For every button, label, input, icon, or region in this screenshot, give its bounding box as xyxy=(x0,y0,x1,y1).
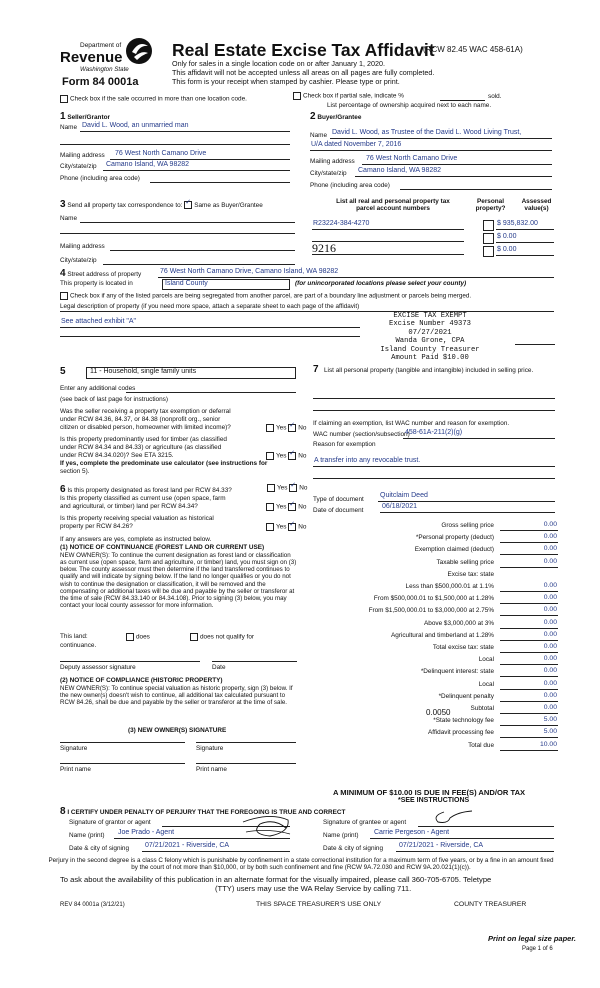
seller-city[interactable]: Camano Island, WA 98282 xyxy=(106,161,190,168)
tax-row-label: Subtotal xyxy=(470,705,494,712)
tax-row-label: Excise tax: state xyxy=(447,571,494,578)
q-timber-answer[interactable]: Yes ✓ No xyxy=(266,452,306,460)
does-not-option[interactable]: does not qualify for xyxy=(190,633,254,641)
minimum-due-note: A MINIMUM OF $10.00 IS DUE IN FEE(S) AND/OR TAX xyxy=(333,788,526,797)
grantee-name[interactable]: Carrie Pergeson - Agent xyxy=(374,829,450,836)
deputy-date-field[interactable] xyxy=(212,661,297,662)
tax-row-field[interactable] xyxy=(500,737,558,738)
ownership-note: List percentage of ownership acquired next to each name. xyxy=(327,102,492,109)
doc-date-label: Date of document xyxy=(313,507,364,514)
seller-phone-field[interactable] xyxy=(150,182,290,183)
doc-type-line xyxy=(378,501,555,502)
q-forest: 6 Is this property designated as forest land per RCW 84.33? xyxy=(60,484,232,495)
handwritten-note: 9216 xyxy=(312,241,336,255)
tax-row-amount: 0.00 xyxy=(543,655,557,662)
stamp-line-3: 07/27/2021 xyxy=(408,328,452,337)
tax-row-amount: 0.00 xyxy=(543,643,557,650)
seller-city-line xyxy=(103,170,290,171)
forest-yes-checkbox[interactable] xyxy=(267,484,275,492)
legal-description-label: Legal description of property (if you need more space, attach a separate sheet to each page of the affidavit) xyxy=(60,303,360,310)
section3-heading: 3 Send all property tax correspondence to: ✓ Same as Buyer/Grantee xyxy=(60,199,263,210)
dor-emblem-icon xyxy=(124,36,154,66)
grantee-name-label: Name (print) xyxy=(323,832,359,839)
buyer-name-2[interactable]: U/A dated November 7, 2016 xyxy=(311,141,402,148)
buyer-mail-line xyxy=(362,164,552,165)
current-use-yes-checkbox[interactable] xyxy=(266,503,274,511)
tax-row-amount: 5.00 xyxy=(543,716,557,723)
see-back-note: (see back of last page for instructions) xyxy=(60,396,168,403)
corr-mail-label: Mailing address xyxy=(60,243,105,250)
grantor-name-line xyxy=(114,838,290,839)
street-address[interactable]: 76 West North Camano Drive, Camano Island, WA 98282 xyxy=(160,268,339,275)
tax-row-field[interactable] xyxy=(500,664,558,665)
wac-number[interactable]: 458-61A-211(2)(g) xyxy=(405,429,463,436)
tax-row-field[interactable] xyxy=(500,591,558,592)
tax-row-amount: 0.00 xyxy=(543,631,557,638)
buyer-phone-field[interactable] xyxy=(400,189,552,190)
sold-label: sold. xyxy=(488,93,502,100)
tax-row-field[interactable] xyxy=(500,530,558,531)
assessed-value-2[interactable]: $ 0.00 xyxy=(497,233,517,240)
wac-label: WAC number (section/subsection) xyxy=(313,431,410,438)
tax-row-label: Total due xyxy=(468,742,494,749)
q-historic-1: Is this property receiving special valuation as historical xyxy=(60,515,214,522)
tax-row-label: *Delinquent interest: state xyxy=(420,668,494,675)
legal-description[interactable]: See attached exhibit "A" xyxy=(61,318,137,325)
tax-row-amount: 0.00 xyxy=(543,692,557,699)
segregation-checkbox[interactable] xyxy=(60,292,68,300)
segregation-check[interactable]: Check box if any of the listed parcels are being segregated from another parcel, are part of a boundary line adjustment or parcels being merged. xyxy=(60,292,471,300)
revision-label: REV 84 0001a (3/12/21) xyxy=(60,902,125,908)
grantor-signature-label: Signature of grantor or agent xyxy=(69,819,151,826)
street-address-label: 4 Street address of property xyxy=(60,268,142,279)
grantee-date-line xyxy=(396,851,554,852)
perjury-warning: Perjury in the second degree is a class C felony which is punishable by confinement in a state correctional institution for a maximum term of five years, or by a fine in an amount fixed by the court of not more than $10,000, or by both such confinement and fine (RCW 9A.72.030 and RCW 9A.20.021(1)(c)). xyxy=(48,857,554,872)
q-exemption-1: Was the seller receiving a property tax exemption or deferral xyxy=(60,408,231,415)
seller-mail-label: Mailing address xyxy=(60,152,105,159)
unincorporated-note: (for unincorporated locations please select your county) xyxy=(295,280,467,287)
stamp-line-1: EXCISE TAX EXEMPT xyxy=(393,312,467,320)
q-timber-3: under RCW 84.34.020)? See ETA 3215. xyxy=(60,452,174,459)
stamp-line-4: Wanda Grone, CPA xyxy=(395,337,465,346)
seller-mail[interactable]: 76 West North Camano Drive xyxy=(115,150,207,157)
personal-property-line-2[interactable] xyxy=(313,410,555,411)
additional-codes-field[interactable] xyxy=(126,392,296,393)
legal-line-3 xyxy=(515,344,555,345)
form-number: Form 84 0001a xyxy=(62,76,139,88)
value-line-2 xyxy=(496,242,554,243)
tax-row-label: From $500,000.01 to $1,500,000 at 1.28% xyxy=(373,595,494,602)
owner-print-field-2[interactable] xyxy=(196,763,296,764)
partial-percent-line[interactable] xyxy=(440,100,485,101)
deputy-signature-label: Deputy assessor signature xyxy=(60,664,136,671)
q-exemption-2: under RCW 84.36, 84.37, or 84.38 (nonprofit org., senior xyxy=(60,416,221,423)
seller-phone-label: Phone (including area code) xyxy=(60,175,140,182)
tax-row-field[interactable] xyxy=(500,615,558,616)
historic-yes-checkbox[interactable] xyxy=(266,523,274,531)
tax-row-amount: 0.00 xyxy=(543,594,557,601)
if-yes-note: If any answers are yes, complete as instructed below. xyxy=(60,536,212,543)
tax-row-label: Local xyxy=(478,681,494,688)
grantor-name-label: Name (print) xyxy=(69,832,105,839)
tax-row-label: *Delinquent penalty xyxy=(438,693,494,700)
stamp-line-5: Island County Treasurer xyxy=(380,345,480,354)
seller-mail-line xyxy=(110,159,290,160)
personal-checkbox-1[interactable] xyxy=(483,220,494,231)
multi-location-checkbox[interactable] xyxy=(60,95,68,103)
new-owner-signature-title: (3) NEW OWNER(S) SIGNATURE xyxy=(128,727,227,734)
buyer-city-line xyxy=(355,176,552,177)
tax-row-amount: 0.00 xyxy=(543,619,557,626)
doc-type-label: Type of document xyxy=(313,496,364,503)
tax-row-field[interactable] xyxy=(500,676,558,677)
seller-name-label: Name xyxy=(60,124,78,131)
buyer-heading: 2 Buyer/Grantee xyxy=(310,111,362,122)
legal-line-1 xyxy=(60,327,360,328)
legal-paper-note: Print on legal size paper. xyxy=(488,934,576,943)
tax-row-amount: 0.00 xyxy=(543,545,557,552)
buyer-mail-label: Mailing address xyxy=(310,158,355,165)
street-line xyxy=(158,277,554,278)
does-checkbox[interactable] xyxy=(126,633,134,641)
located-in-label: This property is located in xyxy=(60,280,133,287)
q-historic-2: property per RCW 84.26? xyxy=(60,523,133,530)
personal-header: Personal property? xyxy=(475,198,506,213)
stamp-line-2: Excise Number 49373 xyxy=(389,320,471,329)
legal-line-2 xyxy=(60,336,360,337)
q-current-use-answer[interactable]: Yes ✓ No xyxy=(266,503,306,511)
rcw-reference: (RCW 82.45 WAC 458-61A) xyxy=(423,45,523,54)
tax-row-amount: 0.00 xyxy=(543,582,557,589)
treasurer-stamp xyxy=(345,312,515,363)
q-historic-answer[interactable]: Yes ✓ No xyxy=(266,523,306,531)
buyer-mail[interactable]: 76 West North Camano Drive xyxy=(366,155,458,162)
header-note-2: This affidavit will not be accepted unless all areas on all pages are fully completed. xyxy=(172,68,435,77)
tax-row-field[interactable] xyxy=(500,725,558,726)
tax-row-label: *Personal property (deduct) xyxy=(415,534,494,541)
parcel-line-1 xyxy=(312,229,464,230)
tax-row-amount: 0.00 xyxy=(543,704,557,711)
timber-yes-checkbox[interactable] xyxy=(266,452,274,460)
grantee-date-label: Date & city of signing xyxy=(323,845,384,852)
corr-name-line-2 xyxy=(60,233,295,234)
tax-row-field[interactable] xyxy=(500,750,558,751)
q-forest-answer[interactable]: Yes ✓ No xyxy=(267,484,307,492)
does-not-checkbox[interactable] xyxy=(190,633,198,641)
tax-row-amount: 0.00 xyxy=(543,606,557,613)
historic-body: NEW OWNER(S): To continue special valuation as historic property, sign (3) below. If the new owner(s) doesn't wish to continue, all additional tax calculated pursuant to RCW 84.26, shall be due and payable by the seller or transferor at the time of sale. xyxy=(60,685,293,707)
seller-name-line xyxy=(80,131,290,132)
owner-signature-label-1: Signature xyxy=(60,745,88,752)
claim-exemption-label: If claiming an exemption, list WAC number and reason for exemption. xyxy=(313,420,510,427)
tax-row-field[interactable] xyxy=(500,640,558,641)
seller-name-line-2 xyxy=(60,144,290,145)
tax-row-label: Total excise tax: state xyxy=(432,644,494,651)
buyer-name-line-2 xyxy=(310,150,552,151)
reason-line-1 xyxy=(313,466,555,467)
personal-property-label: List all personal property (tangible and intangible) included in selling price. xyxy=(324,367,534,374)
wac-line xyxy=(403,438,555,439)
tax-row-field[interactable] xyxy=(500,652,558,653)
parcel-header: List all real and personal property tax parcel account numbers xyxy=(336,198,450,213)
grantor-date-label: Date & city of signing xyxy=(69,845,130,852)
tax-row-label: Above $3,000,000 at 3% xyxy=(424,620,494,627)
owner-print-label-2: Print name xyxy=(196,766,227,773)
owner-print-label-1: Print name xyxy=(60,766,91,773)
tax-row-field[interactable] xyxy=(500,567,558,568)
tax-row-field[interactable] xyxy=(500,628,558,629)
doc-date-line xyxy=(380,512,555,513)
tax-row-amount: 0.00 xyxy=(543,667,557,674)
multi-location-check[interactable]: Check box if the sale occurred in more than one location code. xyxy=(60,95,247,103)
parcel-number-1[interactable]: R23224-384-4270 xyxy=(313,220,370,227)
tax-row-field[interactable] xyxy=(500,689,558,690)
historic-title: (2) NOTICE OF COMPLIANCE (HISTORIC PROPERTY) xyxy=(60,677,223,684)
see-instructions-note: *SEE INSTRUCTIONS xyxy=(398,797,470,804)
exemption-reason[interactable]: A transfer into any revocable trust. xyxy=(314,457,421,464)
owner-signature-field-2[interactable] xyxy=(196,742,296,743)
tax-row-label: Agricultural and timberland at 1.28% xyxy=(390,632,494,639)
buyer-phone-label: Phone (including area code) xyxy=(310,182,390,189)
buyer-name-line xyxy=(330,138,552,139)
grantee-signature-label: Signature of grantee or agent xyxy=(323,819,407,826)
same-as-buyer-checkbox[interactable]: ✓ xyxy=(184,201,192,209)
partial-sale-checkbox[interactable] xyxy=(293,92,301,100)
grantee-name-line xyxy=(370,838,554,839)
section5-num: 5 xyxy=(60,366,66,377)
value-line-3 xyxy=(496,255,554,256)
buyer-city-label: City/state/zip xyxy=(310,170,347,177)
continuance-body: NEW OWNER(S): To continue the current designation as forest land or classification as current use (open space, farm and agriculture, or timber) land, you must sign on (3) below. The county assessor must then determine if the land transferred continues to qualify and will indicate by signing below. If the land no longer qualifies or you do not wish to continue the designation or classification, it will be removed and the compensating or additional taxes will be due and payable by the seller or transferor at the time of sale (RCW 84.33.140 or 84.34.108). Prior to signing (3) below, you may contact your local county assessor for more information. xyxy=(60,552,297,609)
reason-line-2 xyxy=(313,478,555,479)
personal-property-line-1[interactable] xyxy=(313,398,555,399)
forest-no-checkbox[interactable]: ✓ xyxy=(289,484,297,492)
page-number: Page 1 of 6 xyxy=(522,946,553,952)
owner-signature-label-2: Signature xyxy=(196,745,224,752)
tax-row-amount: 5.00 xyxy=(543,728,557,735)
assessed-value-3[interactable]: $ 0.00 xyxy=(497,246,517,253)
grantee-signature-scribble-icon xyxy=(430,808,474,828)
grantor-name[interactable]: Joe Prado - Agent xyxy=(118,829,175,836)
header-note-3: This form is your receipt when stamped by cashier. Please type or print. xyxy=(172,77,400,86)
q-exemption-3: citizen or disabled person, homeowner with limited income)? xyxy=(60,424,231,431)
county-treasurer-label: COUNTY TREASURER xyxy=(454,901,527,908)
tax-row-field[interactable] xyxy=(500,603,558,604)
exemption-no-checkbox[interactable]: ✓ xyxy=(288,424,296,432)
exemption-yes-checkbox[interactable] xyxy=(266,424,274,432)
tax-row-label: Less than $500,000.01 at 1.1% xyxy=(405,583,494,590)
land-use-code-select[interactable]: 11 - Household, single family units xyxy=(86,367,296,379)
corr-mail-field[interactable] xyxy=(110,250,295,251)
form-title: Real Estate Excise Tax Affidavit xyxy=(172,40,435,60)
stamp-line-6: Amount Paid $10.00 xyxy=(391,354,469,363)
certify-statement: 8 I CERTIFY UNDER PENALTY OF PERJURY THAT THE FOREGOING IS TRUE AND CORRECT xyxy=(60,806,346,817)
q-exemption-answer[interactable]: Yes ✓ No xyxy=(266,424,306,432)
tax-row-amount: 0.00 xyxy=(543,533,557,540)
tax-row-amount: 0.00 xyxy=(543,558,557,565)
dept-line: Department of xyxy=(80,42,122,49)
corr-city-field[interactable] xyxy=(103,264,295,265)
seller-heading: 1 Seller/Grantor xyxy=(60,111,110,122)
tax-row-amount: 10.00 xyxy=(539,741,557,748)
q-current-use-1: Is this property classified as current use (open space, farm xyxy=(60,495,226,502)
q-timber-5: section 5). xyxy=(60,468,90,475)
timber-no-checkbox[interactable]: ✓ xyxy=(288,452,296,460)
tax-row-label: Gross selling price xyxy=(441,522,494,529)
current-use-no-checkbox[interactable]: ✓ xyxy=(288,503,296,511)
section7-num: 7 xyxy=(313,364,319,375)
does-option[interactable]: does xyxy=(126,633,150,641)
assessed-header: Assessed value(s) xyxy=(521,198,552,213)
alt-format-note-1: To ask about the availability of this publication in an alternate format for the visually impaired, please call 360-705-6705. Teletype xyxy=(60,875,492,884)
this-land-label: This land: xyxy=(60,633,88,640)
county-select[interactable]: Island County xyxy=(162,279,290,290)
deputy-date-label: Date xyxy=(212,664,226,671)
owner-signature-field-1[interactable] xyxy=(60,742,185,743)
additional-codes-label: Enter any additional codes xyxy=(60,385,136,392)
value-line-1 xyxy=(496,229,554,230)
historic-no-checkbox[interactable]: ✓ xyxy=(288,523,296,531)
parcel-line-3[interactable] xyxy=(312,254,464,255)
buyer-name-1[interactable]: David L. Wood, as Trustee of the David L. Wood Living Trust, xyxy=(332,129,522,136)
state-line: Washington State xyxy=(80,66,129,73)
agency-name: Revenue xyxy=(60,49,123,66)
tax-row-field[interactable] xyxy=(500,542,558,543)
corr-city-label: City/state/zip xyxy=(60,257,97,264)
q-timber-2: under RCW 84.34 and 84.33) or agriculture (as classified xyxy=(60,444,222,451)
continuance-title: (1) NOTICE OF CONTINUANCE (FOREST LAND OR CURRENT USE) xyxy=(60,544,265,551)
grantor-date[interactable]: 07/21/2021 - Riverside, CA xyxy=(145,842,230,849)
treasurer-use-label: THIS SPACE TREASURER'S USE ONLY xyxy=(256,901,382,908)
grantor-date-line xyxy=(142,851,290,852)
alt-format-note-2: (TTY) users may use the WA Relay Service by calling 711. xyxy=(215,884,412,893)
tax-row-amount: 0.00 xyxy=(543,521,557,528)
tax-row-label: Exemption claimed (deduct) xyxy=(414,546,494,553)
corr-name-label: Name xyxy=(60,215,78,222)
tax-row-label: Affidavit processing fee xyxy=(428,729,494,736)
q-timber-4: If yes, complete the predominate use calculator (see instructions for xyxy=(60,460,268,467)
header-note-1: Only for sales in a single location code on or after January 1, 2020. xyxy=(172,59,385,68)
continuance-label: continuance. xyxy=(60,642,97,649)
buyer-city[interactable]: Camano Island, WA 98282 xyxy=(358,167,442,174)
q-timber-1: Is this property predominantly used for timber (as classified xyxy=(60,436,227,443)
reason-label: Reason for exemption xyxy=(313,441,376,448)
q-current-use-2: and agricultural, or timber) land per RCW 84.34? xyxy=(60,503,198,510)
assessed-value-1[interactable]: $ 935,832.00 xyxy=(497,220,538,227)
doc-type[interactable]: Quitclaim Deed xyxy=(380,492,428,499)
personal-checkbox-2[interactable] xyxy=(483,233,494,244)
tax-row-label: *State technology fee xyxy=(433,717,494,724)
seller-name[interactable]: David L. Wood, an unmarried man xyxy=(82,122,189,129)
tax-row-amount: 0.00 xyxy=(543,680,557,687)
grantee-date[interactable]: 07/21/2021 - Riverside, CA xyxy=(399,842,484,849)
deputy-signature-field[interactable] xyxy=(60,661,200,662)
buyer-name-label: Name xyxy=(310,132,328,139)
tax-row-label: Taxable selling price xyxy=(436,559,494,566)
tax-row-field[interactable] xyxy=(500,554,558,555)
partial-sale-check[interactable]: Check box if partial sale, indicate % xyxy=(293,92,404,100)
owner-print-field-1[interactable] xyxy=(60,763,185,764)
doc-date[interactable]: 06/18/2021 xyxy=(382,503,418,510)
seller-city-label: City/state/zip xyxy=(60,163,97,170)
personal-checkbox-3[interactable] xyxy=(483,246,494,257)
tax-row-field[interactable] xyxy=(500,701,558,702)
tax-row-field[interactable] xyxy=(500,713,558,714)
tax-row-label: Local xyxy=(478,656,494,663)
corr-name-field[interactable] xyxy=(80,222,295,223)
tax-row-label: From $1,500,000.01 to $3,000,000 at 2.75% xyxy=(368,607,494,614)
local-rate: 0.0050 xyxy=(426,708,451,717)
